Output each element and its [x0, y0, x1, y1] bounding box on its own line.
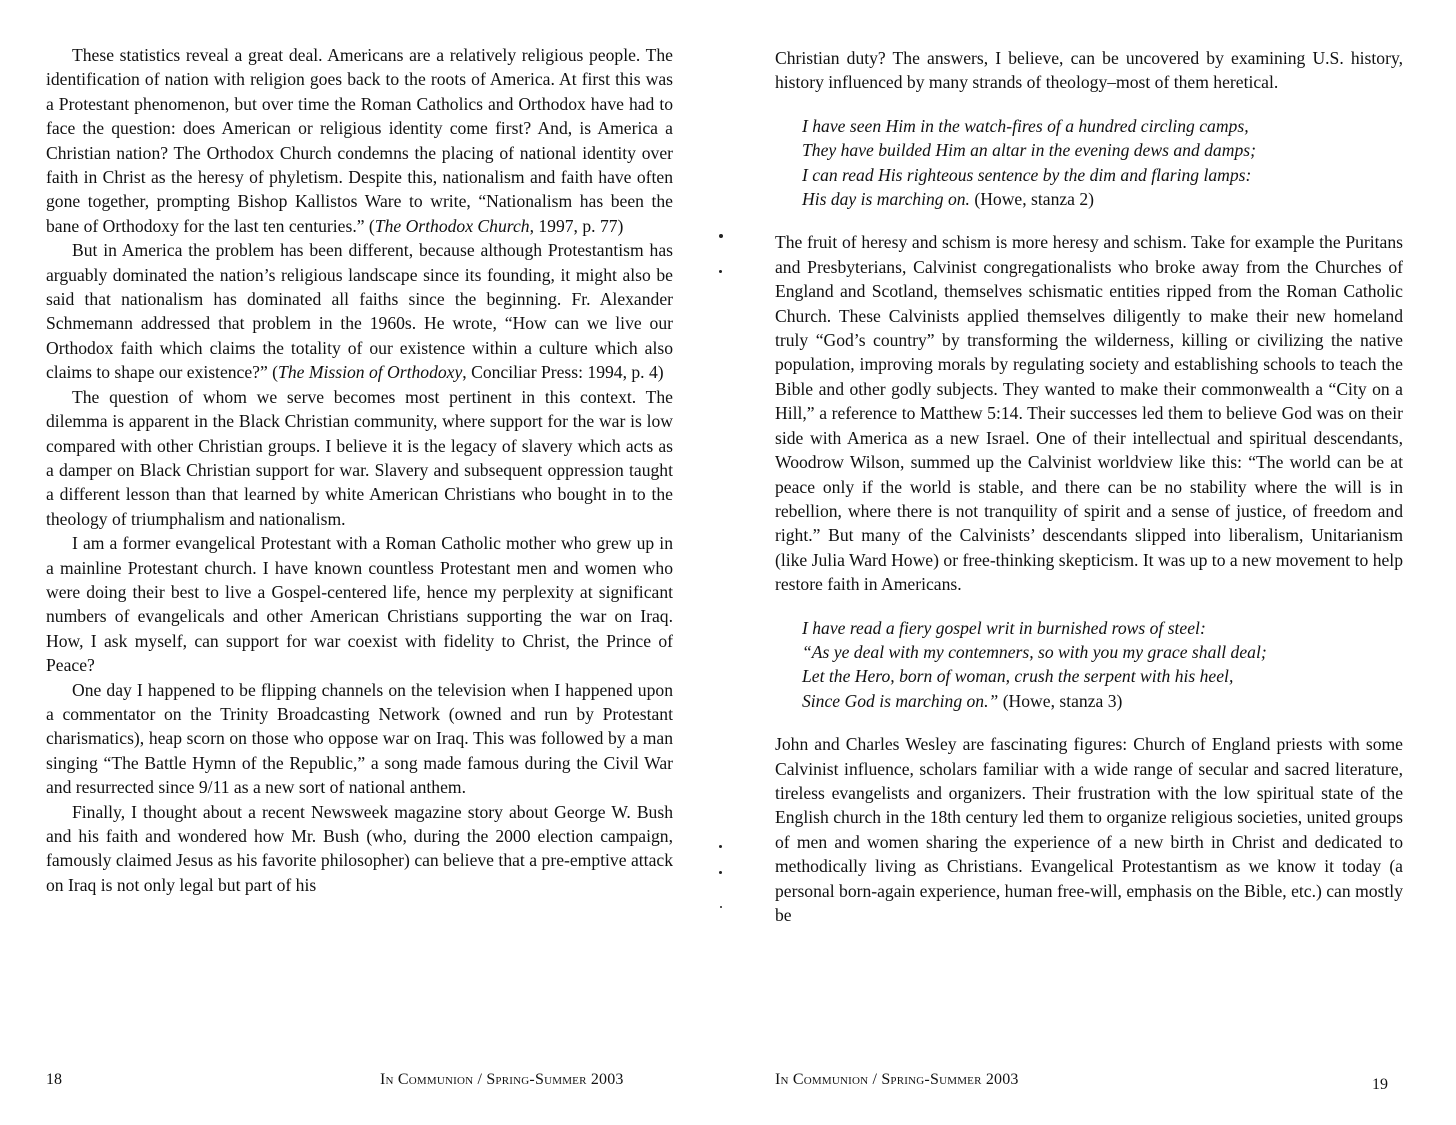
poem-line: I can read His righteous sentence by the dim and flaring lamps:	[802, 164, 1252, 185]
left-paragraph-2	[46, 238, 673, 384]
right-paragraph-3: John and Charles Wesley are fascinating figures: Church of England priests with some Calvinist influence, scholars familiar with a wide range of secular and sacred literature, tireless evangelists and organizers. Their frustration with the low spiritual state of the English church in the 18th century led them to organize religious societies, united groups of men and women sharing the experience of a new birth in Christ and dedicated to methodically living as Christians. Evangelical Protestantism as we know it today (a personal born-again experience, human free-will, emphasis on the Bible, etc.) can mostly be	[775, 734, 1403, 925]
poem-line: I have read a fiery gospel writ in burnished rows of steel:	[802, 617, 1206, 638]
paragraph-text: These statistics reveal a great deal. Americans are a relatively religious people. The identification of nation with religion goes back to the roots of America. At first this was a Protestant phenomenon, but over time the Roman Catholics and Orthodox have had to face the question: does American or religious identity come first? And, is America a Christian nation? The Orthodox Church condemns the placing of national identity over faith in Christ as the heresy of phyletism. Despite this, nationalism and faith have often gone together, prompting Bishop Kallistos Ware to write, “Nationalism has been the bane of Orthodoxy for the last ten centuries.” (	[46, 45, 673, 236]
journal-footer-right: In Communion / Spring-Summer 2003	[775, 1071, 1019, 1088]
hymn-stanza-3	[802, 616, 1403, 714]
left-text-column	[46, 43, 673, 897]
scan-dot	[719, 871, 722, 874]
scan-dot	[719, 234, 723, 238]
poem-line: His day is marching on.	[802, 189, 970, 210]
poem-line: “As ye deal with my contemners, so with you my grace shall deal;	[802, 641, 1267, 662]
citation-details: , Conciliar Press: 1994, p. 4)	[462, 362, 664, 383]
left-paragraph-6: Finally, I thought about a recent Newsweek magazine story about George W. Bush and his faith and wondered how Mr. Bush (who, during the 2000 election campaign, famously claimed Jesus as his favorite philosopher) can believe that a pre-emptive attack on Iraq is not only legal but part of his	[46, 801, 673, 895]
page-number-left: 18	[46, 1071, 62, 1088]
right-paragraph-1: Christian duty? The answers, I believe, can be uncovered by examining U.S. history, history influenced by many strands of theology–most of them heretical.	[775, 48, 1403, 93]
left-paragraph-1	[46, 43, 673, 238]
scan-dot	[719, 270, 722, 273]
right-page	[728, 0, 1456, 1125]
citation-details: , 1997, p. 77)	[529, 215, 624, 236]
poem-attribution: (Howe, stanza 3)	[998, 690, 1123, 711]
left-paragraph-4: I am a former evangelical Protestant with a Roman Catholic mother who grew up in a mainline Protestant church. I have known countless Protestant men and women who were doing their best to live a Gospel-centered life, hence my perplexity at significant numbers of evangelicals and other American Christians supporting the war on Iraq. How, I ask myself, can support for war coexist with fidelity to Christ, the Prince of Peace?	[46, 533, 673, 676]
poem-line: They have builded Him an altar in the evening dews and damps;	[802, 140, 1256, 161]
poem-line: Let the Hero, born of woman, crush the serpent with his heel,	[802, 666, 1234, 687]
left-paragraph-3: The question of whom we serve becomes most pertinent in this context. The dilemma is apparent in the Black Christian community, where support for the war is low compared with other Christian groups. I believe it is the legacy of slavery which acts as a damper on Black Christian support for war. Slavery and subsequent oppression taught a different lesson than that learned by white American Christians who bought in to the theology of triumphalism and nationalism.	[46, 386, 673, 529]
poem-attribution: (Howe, stanza 2)	[969, 189, 1095, 210]
scan-dot	[719, 845, 722, 848]
citation-title: The Mission of Orthodoxy	[278, 362, 463, 383]
page-number-right: 19	[1372, 1076, 1388, 1093]
poem-line: I have seen Him in the watch-fires of a hundred circling camps,	[802, 115, 1249, 136]
paragraph-text: But in America the problem has been different, because although Protestantism has arguably dominated the nation’s religious landscape since its founding, it might also be said that nationalism has dominated all faiths since the beginning. Fr. Alexander Schmemann addressed that problem in the 1960s. He wrote, “How can we live our Orthodox faith which claims the totality of our existence within a culture which also claims to shape our existence?” (	[46, 240, 673, 383]
right-text-column	[775, 46, 1403, 927]
hymn-stanza-2	[802, 114, 1403, 212]
poem-line: Since God is marching on.”	[802, 690, 999, 711]
scan-dot	[720, 906, 722, 908]
journal-footer-left: In Communion / Spring-Summer 2003	[380, 1071, 624, 1088]
left-paragraph-5: One day I happened to be flipping channels on the television when I happened upon a commentator on the Trinity Broadcasting Network (owned and run by Protestant charismatics), heap scorn on those who oppose war on Iraq. This was followed by a man singing “The Battle Hymn of the Republic,” a song made famous during the Civil War and resurrected since 9/11 as a new sort of national anthem.	[46, 679, 673, 798]
citation-title: The Orthodox Church	[374, 215, 530, 236]
right-paragraph-2: The fruit of heresy and schism is more heresy and schism. Take for example the Puritans and Presbyterians, Calvinist congregationalists who broke away from the Churches of England and Scotland, themselves schismatic entities ripped from the Roman Catholic Church. These Calvinists applied themselves diligently to make their new homeland truly “God’s country” by transforming the wilderness, killing or civilizing the native population, improving morals by regulating society and establishing schools to teach the Bible and other godly subjects. They wanted to make their commonwealth a “City on a Hill,” a reference to Matthew 5:14. Their successes led them to believe God was on their side with America as a new Israel. One of their intellectual and spiritual descendants, Woodrow Wilson, summed up the Calvinist worldview like this: “The world can be at peace only if the world is stable, and there can be no stability where the will is in rebellion, where there is not tranquility of spirit and a sense of justice, of freedom and right.” But many of the Calvinists’ descendants slipped into liberalism, Unitarianism (like Julia Ward Howe) or free-thinking skepticism. It was up to a new movement to help restore faith in Americans.	[775, 232, 1403, 595]
